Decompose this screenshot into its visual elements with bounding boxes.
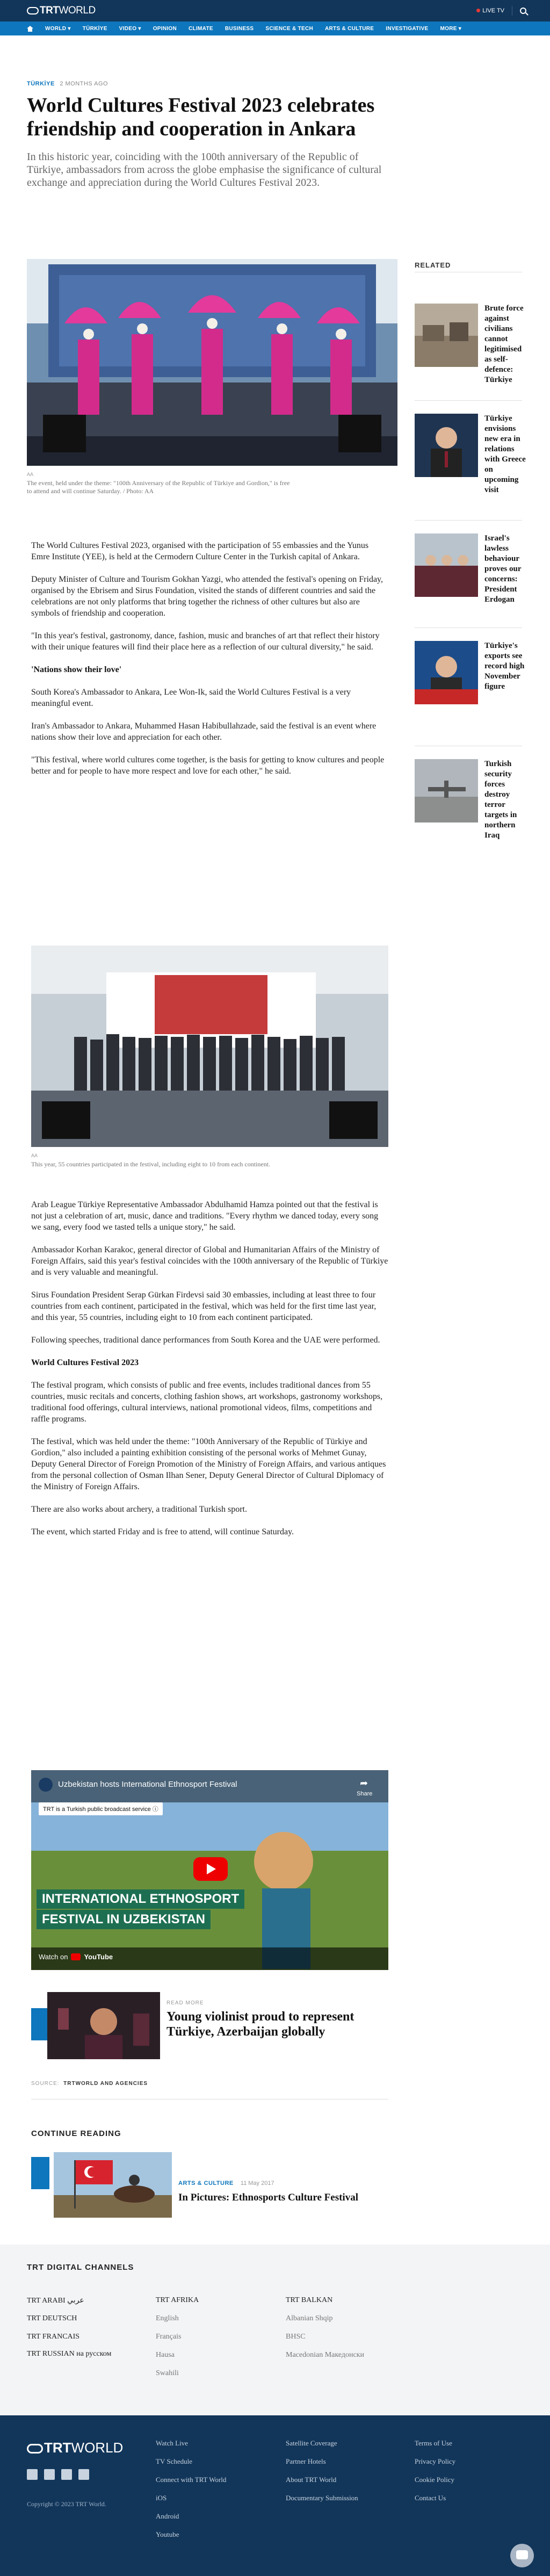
channel-link-arabi[interactable]: TRT ARABI عربي: [27, 2297, 84, 2305]
live-dot-icon: [476, 9, 480, 12]
related-thumbnail[interactable]: [415, 414, 478, 477]
paragraph: The festival program, which consists of public and free events, includes traditional dances from 55 countries, music recitals and concerts, clothing fashion shows, art workshops, gastronomy workshops, traditional food offerings, cultural interviews, national promotional videos, films, competitions and raffle programs.: [31, 1381, 383, 1424]
continue-reading-heading: CONTINUE READING: [31, 2129, 121, 2138]
youtube-video-embed[interactable]: [31, 1770, 388, 1970]
nav-item-arts-culture[interactable]: ARTS & CULTURE: [325, 25, 374, 32]
related-title[interactable]: Israel's lawless behaviour proves our concerns: President Erdogan: [484, 534, 522, 604]
related-title[interactable]: Türkiye's exports see record high November figure: [484, 641, 525, 691]
section-subheading: World Cultures Festival 2023: [31, 1358, 139, 1367]
accent-bar: [31, 2008, 49, 2040]
source-label: SOURCE:: [31, 2081, 60, 2087]
continue-reading-category[interactable]: ARTS & CULTURE: [178, 2180, 234, 2187]
divider: [415, 520, 522, 521]
channel-lang-link[interactable]: Albanian Shqip: [286, 2314, 333, 2322]
paragraph: "This festival, where world cultures come together, is the basis for getting to know cultures and people better and for people to have more respect and love for each other," he said.: [31, 755, 385, 776]
youtube-label: YouTube: [84, 1953, 113, 1961]
caption-text: This year, 55 countries participated in the festival, including eight to 10 from each continent.: [31, 1160, 271, 1168]
article-title: World Cultures Festival 2023 celebrates friendship and cooperation in Ankara: [27, 94, 375, 140]
nav-item-science-tech[interactable]: SCIENCE & TECH: [265, 25, 314, 32]
article-summary: In this historic year, coinciding with the 100th anniversary of the Republic of Türkiye, ambassadors from across the globe emphasise the significance of cultural exchange and appreciation during the World Cultures Festival 2023.: [27, 151, 382, 189]
top-bar: [0, 0, 550, 21]
nav-item-more[interactable]: MORE ▾: [440, 25, 462, 32]
paragraph: The event, which started Friday and is free to attend, will continue Saturday.: [31, 1527, 294, 1536]
paragraph: Iran's Ambassador to Ankara, Muhammed Hasan Habibullahzade, said the festival is an event where nations show their love and appreciation for each other.: [31, 721, 377, 742]
nav-item-opinion[interactable]: OPINION: [153, 25, 177, 32]
paragraph: "In this year's festival, gastronomy, dance, fashion, music and branches of art that reflect their history with their unique features will find their place here as a reflection of our cultural diversity," he said.: [31, 631, 380, 652]
main-nav: [0, 21, 550, 35]
info-icon[interactable]: ⓘ: [152, 1806, 158, 1813]
caption-text: The event, held under the theme: "100th Anniversary of the Republic of Türkiye and Gordion," is free to attend and will continue Saturday. / Photo: AA: [27, 479, 290, 495]
video-overlay-line-1: INTERNATIONAL ETHNOSPORT: [37, 1889, 244, 1909]
nav-item-turkiye[interactable]: TÜRKİYE: [82, 25, 107, 32]
divider: [415, 627, 522, 628]
article-body-part-2: [31, 1199, 388, 1538]
search-icon[interactable]: [520, 8, 526, 14]
footer-link[interactable]: Satellite Coverage: [286, 2439, 337, 2447]
live-tv-label: LIVE TV: [482, 8, 504, 14]
article-time: 2 MONTHS AGO: [60, 81, 108, 87]
paragraph: The World Cultures Festival 2023, organised with the participation of 55 embassies and the Yunus Emre Institute (YEE), is held at the Cermodern Culture Center in the Turkish capital of Ankara.: [31, 541, 369, 561]
live-tv-link[interactable]: [476, 8, 504, 14]
footer-link[interactable]: Connect with TRT World: [156, 2476, 227, 2484]
play-button-icon[interactable]: [193, 1857, 228, 1881]
related-title[interactable]: Brute force against civilians cannot legitimised as self-defence: Türkiye: [484, 304, 524, 384]
group-photo-caption: [31, 1153, 300, 1168]
logo-text: TRT: [40, 5, 59, 16]
paragraph: South Korea's Ambassador to Ankara, Lee Won-Ik, said the World Cultures Festival is a very meaningful event.: [31, 688, 351, 708]
trt-world-logo[interactable]: [27, 5, 96, 17]
video-overlay-line-2: FESTIVAL IN UZBEKISTAN: [37, 1910, 211, 1929]
site-footer: [0, 2415, 550, 2576]
hero-caption: [27, 472, 295, 495]
photo-credit-tag: AA: [27, 472, 34, 477]
continue-reading-date: 11 May 2017: [240, 2180, 274, 2187]
youtube-logo-icon: [71, 1953, 81, 1960]
hero-image: [27, 259, 397, 466]
article-source: [31, 2081, 148, 2087]
footer-logo[interactable]: [27, 2440, 123, 2456]
read-more-title[interactable]: Young violinist proud to represent Türkiye, Azerbaijan globally: [167, 2010, 354, 2039]
watch-on-label: Watch on: [39, 1953, 68, 1961]
article-body-part-1: [31, 540, 388, 777]
footer-link[interactable]: iOS: [156, 2494, 167, 2502]
logo-suffix: WORLD: [59, 5, 96, 16]
channel-link-francais[interactable]: TRT FRANCAIS: [27, 2333, 80, 2341]
notice-text: TRT is a Turkish public broadcast service: [43, 1806, 151, 1813]
paragraph: Ambassador Korhan Karakoc, general director of Global and Humanitarian Affairs of the Ministry of Foreign Affairs, said this year's festival coincides with the 100th anniversary of the Republic of Türkiye and is very valuable and meaningful.: [31, 1245, 388, 1277]
trt-digital-channels: [0, 2245, 550, 2415]
channel-lang-link[interactable]: Hausa: [156, 2351, 175, 2359]
share-label[interactable]: Share: [357, 1791, 373, 1797]
article-meta: [27, 81, 397, 87]
related-thumbnail[interactable]: [415, 759, 478, 822]
paragraph: Arab League Türkiye Representative Ambassador Abdulhamid Hamza pointed out that the festival is not just a celebration of art, music, dance and traditions. "Every rhythm we danced today, every song we sang, every food we tasted tells a unique story," he said.: [31, 1200, 379, 1232]
youtube-icon[interactable]: [78, 2469, 89, 2480]
channel-link-russian[interactable]: TRT RUSSIAN на русском: [27, 2350, 112, 2358]
channel-link-deutsch[interactable]: TRT DEUTSCH: [27, 2314, 77, 2322]
channel-lang-link[interactable]: Macedonian Македонски: [286, 2351, 364, 2359]
footer-link[interactable]: Privacy Policy: [415, 2457, 456, 2465]
instagram-icon[interactable]: [61, 2469, 72, 2480]
divider: [415, 400, 522, 401]
nav-item-investigative[interactable]: INVESTIGATIVE: [386, 25, 429, 32]
footer-link[interactable]: About TRT World: [286, 2476, 337, 2484]
channel-lang-link[interactable]: Français: [156, 2333, 182, 2341]
footer-link[interactable]: Contact Us: [415, 2494, 446, 2502]
continue-reading-title[interactable]: In Pictures: Ethnosports Culture Festival: [178, 2192, 358, 2203]
footer-link[interactable]: Youtube: [156, 2530, 179, 2538]
public-broadcast-notice: [39, 1802, 163, 1815]
logo-suffix: WORLD: [71, 2440, 124, 2456]
channel-avatar[interactable]: [39, 1778, 53, 1792]
paragraph: Sirus Foundation President Serap Gürkan Firdevsi said 30 embassies, including at least three to four countries from each continent, participated in the festival, which was held for the first time last year, and this year, 55 countries, including eight to 10 from each continent participated.: [31, 1290, 377, 1322]
nav-item-business[interactable]: BUSINESS: [225, 25, 254, 32]
channel-lang-link[interactable]: English: [156, 2314, 179, 2322]
video-title[interactable]: Uzbekistan hosts International Ethnosport Festival: [58, 1780, 237, 1789]
channel-link-afrika[interactable]: TRT AFRIKA: [156, 2296, 199, 2304]
copyright: Copyright © 2023 TRT World.: [27, 2500, 106, 2508]
home-icon[interactable]: [27, 26, 33, 32]
chat-widget-icon[interactable]: [510, 2544, 534, 2567]
footer-link[interactable]: Cookie Policy: [415, 2476, 455, 2484]
channel-link-balkan[interactable]: TRT BALKAN: [286, 2296, 333, 2304]
paragraph: Following speeches, traditional dance performances from South Korea and the UAE were performed.: [31, 1336, 380, 1345]
article-header: [27, 81, 397, 189]
footer-link[interactable]: Terms of Use: [415, 2439, 452, 2447]
channel-lang-link[interactable]: Swahili: [156, 2369, 179, 2377]
footer-link[interactable]: Partner Hotels: [286, 2457, 326, 2465]
accent-bar: [31, 2157, 49, 2189]
trt-logo-mark-icon: [27, 2444, 43, 2454]
paragraph: There are also works about archery, a traditional Turkish sport.: [31, 1505, 247, 1514]
read-more-thumbnail[interactable]: [31, 1992, 160, 2059]
article-category[interactable]: TÜRKİYE: [27, 81, 55, 87]
footer-link[interactable]: Android: [156, 2512, 179, 2520]
paragraph: The festival, which was held under the theme: "100th Anniversary of the Republic of Türkiye and Gordion," also included a painting exhibition consisting of the personal works of Mehmet Gunay, Deputy General Director of Foreign Promotion of the Ministry of Foreign Affairs, and various antiques from the personal collection of Osman Ilhan Sener, Deputy General Director of Cultural Diplomacy of the Ministry of Foreign Affairs.: [31, 1437, 386, 1491]
related-thumbnail[interactable]: [415, 304, 478, 367]
read-more-block[interactable]: [167, 2000, 360, 2039]
related-heading: RELATED: [415, 261, 451, 269]
watch-on-youtube-link[interactable]: [39, 1953, 113, 1961]
related-thumbnail[interactable]: [415, 533, 478, 597]
facebook-icon[interactable]: [27, 2469, 38, 2480]
read-more-label: READ MORE: [167, 2000, 204, 2006]
nav-item-climate[interactable]: CLIMATE: [189, 25, 213, 32]
group-photo-image: [31, 946, 388, 1147]
source-value: TRTWORLD AND AGENCIES: [63, 2081, 148, 2087]
footer-link[interactable]: Documentary Submission: [286, 2494, 358, 2502]
logo-text: TRT: [44, 2440, 71, 2456]
continue-reading-thumbnail[interactable]: [54, 2152, 172, 2218]
nav-item-video[interactable]: VIDEO ▾: [119, 25, 141, 32]
continue-reading-meta: [178, 2180, 274, 2187]
related-title[interactable]: Türkiye envisions new era in relations with Greece on upcoming visit: [484, 414, 526, 494]
footer-link[interactable]: Watch Live: [156, 2439, 188, 2447]
nav-item-world[interactable]: WORLD ▾: [45, 25, 71, 32]
twitter-icon[interactable]: [44, 2469, 55, 2480]
share-icon[interactable]: ➦: [360, 1778, 368, 1788]
channels-heading: TRT DIGITAL CHANNELS: [27, 2263, 134, 2272]
paragraph: Deputy Minister of Culture and Tourism Gokhan Yazgi, who attended the festival's opening on Friday, organised by the Ebrisem and Sirus Foundation, visited the stands of different countries and said the celebrations are not only platforms that bring together the richness of other cultures but also are symbols of friendship and cooperation.: [31, 575, 383, 618]
related-title[interactable]: Turkish security forces destroy terror targets in northern Iraq: [484, 760, 517, 840]
photo-credit-tag: AA: [31, 1153, 38, 1158]
section-subheading: 'Nations show their love': [31, 665, 122, 674]
footer-link[interactable]: TV Schedule: [156, 2457, 192, 2465]
channel-lang-link[interactable]: BHSC: [286, 2333, 306, 2341]
trt-logo-mark-icon: [27, 7, 39, 15]
related-thumbnail[interactable]: [415, 641, 478, 704]
